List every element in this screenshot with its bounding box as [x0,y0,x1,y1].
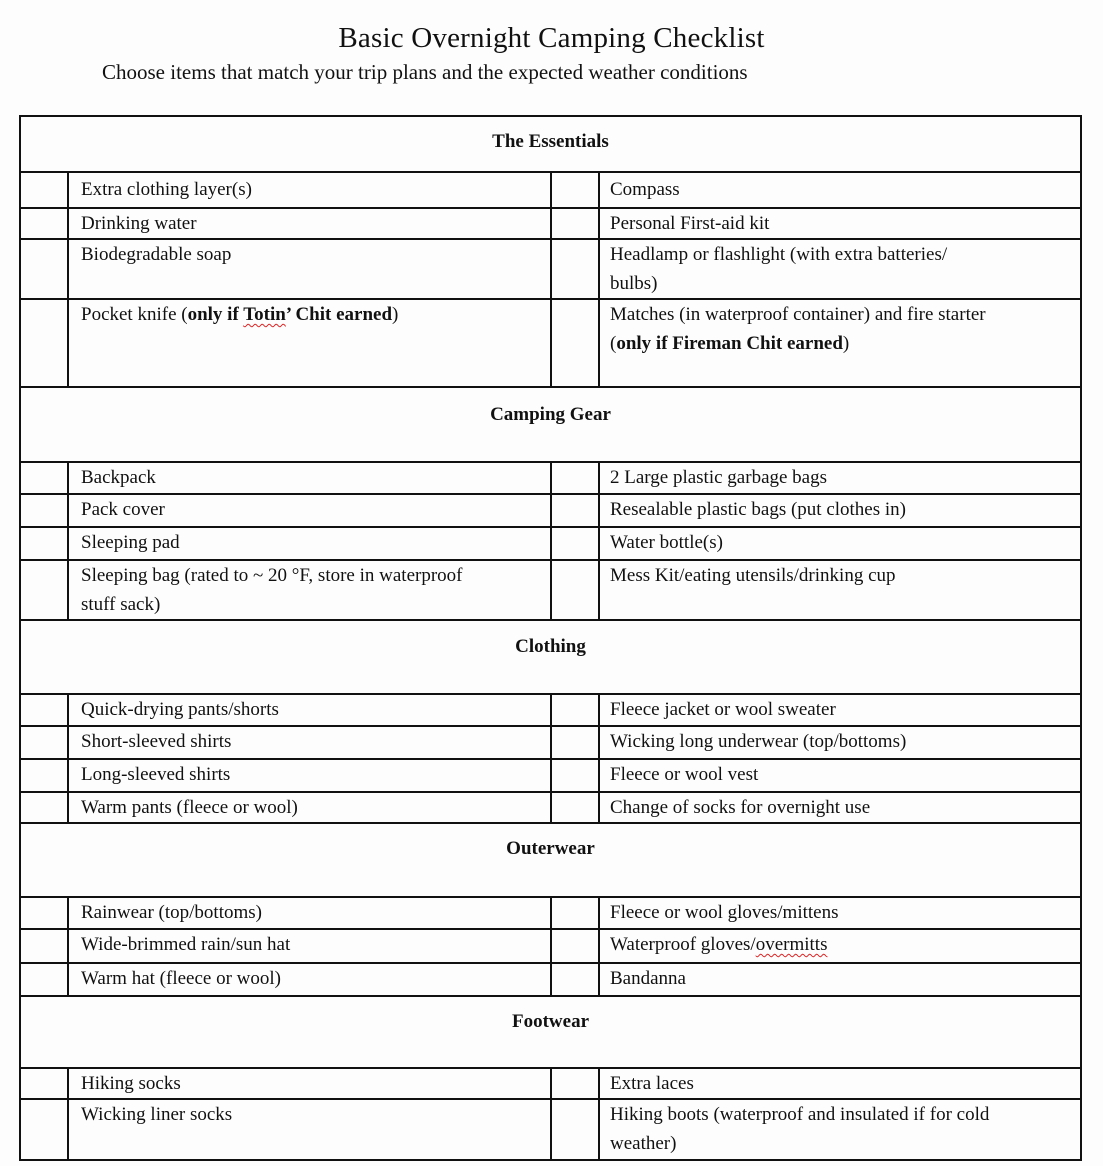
item-label: Wicking liner socks [69,1100,552,1159]
item-label: Warm hat (fleece or wool) [69,964,552,995]
list-item [21,240,1080,300]
item-label: Sleeping bag (rated to ~ 20 °F, store in waterproof stuff sack) [69,561,552,619]
checkbox[interactable] [21,760,69,791]
section-title: Footwear [511,1011,590,1032]
section-header-essentials [21,117,1080,173]
item-label: 2 Large plastic garbage bags [610,467,828,488]
checkbox[interactable] [552,760,600,791]
section-title: Outerwear [506,838,595,859]
list-item [21,173,1080,209]
section-header-camping-gear [21,388,1080,463]
checkbox[interactable] [21,1100,69,1159]
item-label: Sleeping pad [69,528,552,559]
item-label: Extra laces [610,1073,694,1094]
list-item [21,561,1080,621]
checkbox[interactable] [21,727,69,758]
item-label: Short-sleeved shirts [69,727,552,758]
checkbox[interactable] [552,561,600,619]
checkbox[interactable] [552,695,600,725]
list-item [21,209,1080,240]
item-label [69,300,552,386]
item-label [600,300,1080,386]
checkbox[interactable] [552,300,600,386]
checkbox[interactable] [552,727,600,758]
checkbox[interactable] [21,528,69,559]
section-title: Camping Gear [490,404,611,425]
list-item [21,463,1080,495]
section-title: The Essentials [492,131,609,152]
page-title: Basic Overnight Camping Checklist [338,22,765,54]
checkbox[interactable] [21,495,69,526]
checkbox[interactable] [21,930,69,962]
section-header-outerwear [21,824,1080,898]
item-label: Mess Kit/eating utensils/drinking cup [610,565,896,586]
item-text: ) [392,304,399,325]
checkbox[interactable] [21,695,69,725]
item-label: Change of socks for overnight use [610,797,871,818]
item-text: Matches (in waterproof container) and fire starter ( [610,304,986,354]
item-label: Hiking boots (waterproof and insulated if for cold weather) [610,1104,990,1154]
checkbox[interactable] [552,240,600,298]
list-item [21,695,1080,727]
checkbox[interactable] [552,209,600,238]
list-item [21,930,1080,964]
page-subtitle: Choose items that match your trip plans and the expected weather conditions [102,60,748,84]
item-label: Headlamp or flashlight (with extra batteries/ bulbs) [610,244,948,294]
checkbox[interactable] [552,964,600,995]
item-label: Extra clothing layer(s) [69,173,552,207]
item-text-bold: ’ Chit earned [285,304,393,325]
item-label: Wide-brimmed rain/sun hat [69,930,552,962]
list-item [21,495,1080,528]
checkbox[interactable] [21,240,69,298]
checkbox[interactable] [552,930,600,962]
list-item [21,964,1080,997]
checkbox[interactable] [552,1100,600,1159]
item-text: ) [842,333,850,354]
checkbox[interactable] [21,898,69,928]
item-text: Pocket knife ( [81,304,188,325]
item-label: Wicking long underwear (top/bottoms) [610,731,907,752]
item-label: Drinking water [69,209,552,238]
item-label: Biodegradable soap [69,240,552,298]
checkbox[interactable] [21,463,69,493]
checkbox[interactable] [552,173,600,207]
checklist-table [19,115,1082,1161]
list-item [21,300,1080,388]
item-label: Hiking socks [69,1069,552,1098]
section-title: Clothing [515,636,586,657]
checkbox[interactable] [21,793,69,822]
item-label: Resealable plastic bags (put clothes in) [610,499,906,520]
checkbox[interactable] [21,300,69,386]
item-label: Warm pants (fleece or wool) [69,793,552,822]
checkbox[interactable] [21,561,69,619]
item-label: Pack cover [69,495,552,526]
item-label: Compass [610,179,680,200]
section-header-footwear [21,997,1080,1069]
list-item [21,727,1080,760]
item-text-bold: only if Fireman Chit earned [616,333,843,354]
checkbox[interactable] [21,1069,69,1098]
list-item [21,793,1080,824]
list-item [21,1069,1080,1100]
checkbox[interactable] [552,495,600,526]
checkbox[interactable] [552,898,600,928]
item-label: Rainwear (top/bottoms) [69,898,552,928]
checkbox[interactable] [21,209,69,238]
item-label: Quick-drying pants/shorts [69,695,552,725]
list-item [21,760,1080,793]
item-label: Backpack [69,463,552,493]
spellcheck-word: overmitts [755,934,828,955]
checkbox[interactable] [21,964,69,995]
item-label: Long-sleeved shirts [69,760,552,791]
item-label: Bandanna [610,968,686,989]
section-header-clothing [21,621,1080,695]
item-label [600,930,1080,962]
checkbox[interactable] [21,173,69,207]
spellcheck-word: Totin [243,304,286,325]
item-label: Water bottle(s) [610,532,723,553]
list-item [21,528,1080,561]
item-text: Waterproof gloves/ [610,934,756,955]
checkbox[interactable] [552,528,600,559]
checkbox[interactable] [552,793,600,822]
item-label: Fleece jacket or wool sweater [610,699,836,720]
list-item [21,898,1080,930]
checkbox[interactable] [552,1069,600,1098]
list-item [21,1100,1080,1161]
checkbox[interactable] [552,463,600,493]
item-text-bold: only if [187,304,244,325]
item-label: Fleece or wool vest [610,764,759,785]
item-label: Personal First-aid kit [610,213,770,234]
item-label: Fleece or wool gloves/mittens [610,902,839,923]
